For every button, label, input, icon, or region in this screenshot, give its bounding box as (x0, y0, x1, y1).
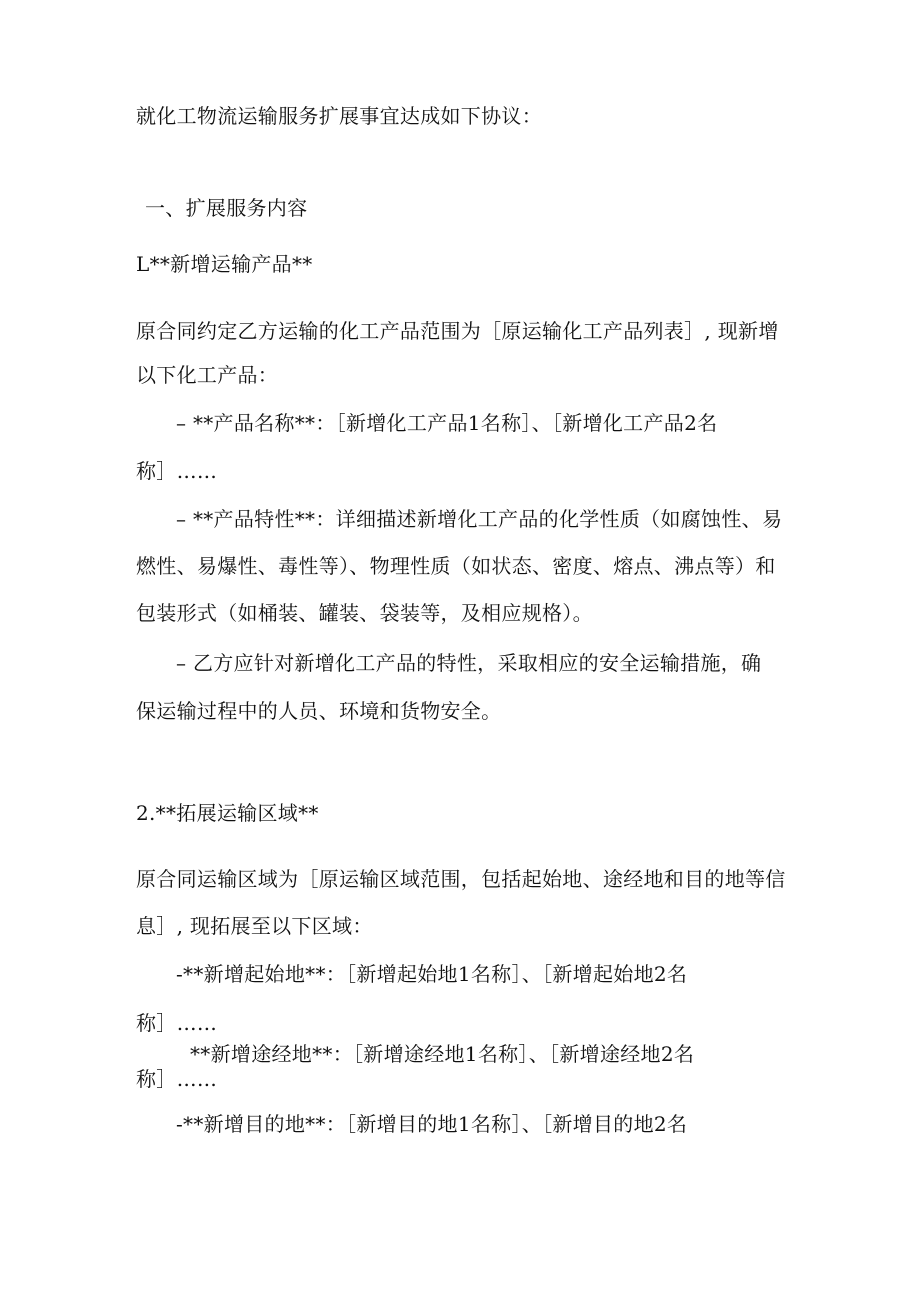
safety-line: 保运输过程中的人员、环境和货物安全。 (136, 699, 502, 723)
new-transit-line: **新增途经地**：［新增途经地1名称］、［新增途经地2名 (190, 1042, 695, 1066)
new-transit-line: 称］…… (136, 1067, 218, 1091)
item2-para-line: 原合同运输区域为［原运输区域范围，包括起始地、途经地和目的地等信 (136, 867, 786, 891)
intro-line: 就化工物流运输服务扩展事宜达成如下协议： (136, 104, 542, 128)
product-names-line: – **产品名称**：［新增化工产品1名称］、［新增化工产品2名 (176, 411, 718, 435)
item2-title: 2.**拓展运输区域** (136, 801, 319, 825)
section-heading: 一、扩展服务内容 (145, 196, 308, 220)
item1-title: L**新增运输产品** (136, 252, 313, 276)
new-origin-line: -**新增起始地**：［新增起始地1名称］、［新增起始地2名 (176, 962, 688, 986)
new-origin-line: 称］…… (136, 1011, 218, 1035)
safety-line: – 乙方应针对新增化工产品的特性，采取相应的安全运输措施，确 (176, 651, 762, 675)
item1-para-line: 原合同约定乙方运输的化工产品范围为［原运输化工产品列表］, 现新增 (136, 319, 779, 343)
product-props-line: 包装形式（如桶装、罐装、袋装等，及相应规格）。 (136, 601, 593, 625)
item2-para-line: 息］, 现拓展至以下区域： (136, 914, 373, 938)
new-destination-line: -**新增目的地**：［新增目的地1名称］、［新增目的地2名 (176, 1112, 688, 1136)
product-props-line: 燃性、易爆性、毒性等）、物理性质（如状态、密度、熔点、沸点等）和 (136, 554, 776, 578)
item1-para-line: 以下化工产品： (136, 363, 279, 387)
product-names-line: 称］…… (136, 459, 218, 483)
product-props-line: – **产品特性**：详细描述新增化工产品的化学性质（如腐蚀性、易 (176, 507, 783, 531)
